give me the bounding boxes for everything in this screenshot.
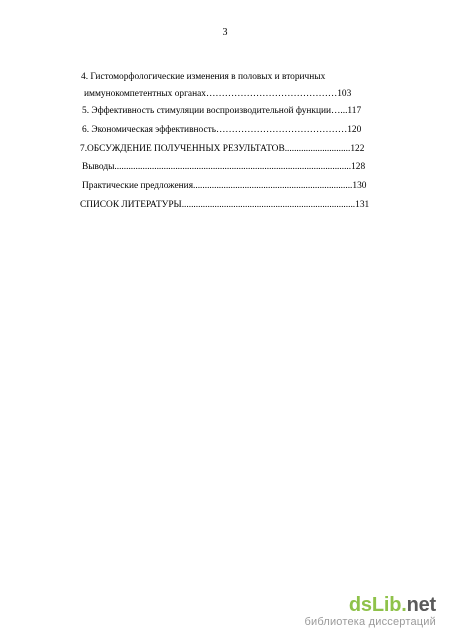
toc-entry-stimulation-efficiency: 5. Эффективность стимуляции воспроизводительной функции…...117 xyxy=(82,106,362,116)
toc-entry-histomorphological-changes: 4. Гистоморфологические изменения в половых и вторичных xyxy=(81,72,326,82)
toc-entry-discussion: 7.ОБСУЖДЕНИЕ ПОЛУЧЕННЫХ РЕЗУЛЬТАТОВ............................122 xyxy=(80,144,365,154)
page-number: 3 xyxy=(222,27,228,38)
dslib-watermark xyxy=(304,594,436,629)
toc-entry-practical-suggestions: Практические предложения....................................................................130 xyxy=(82,181,367,191)
toc-entry-economic-efficiency: 6. Экономическая эффективность……………………………………120 xyxy=(82,125,362,135)
toc-entry-immunocompetent-organs: иммунокомпетентных органах……………………………………103 xyxy=(84,89,352,99)
toc-entry-references: СПИСОК ЛИТЕРАТУРЫ..........................................................................131 xyxy=(80,200,370,210)
dslib-logo: dsLib.net xyxy=(348,594,436,616)
toc-entry-conclusions: Выводы.....................................................................................................128 xyxy=(82,162,366,172)
dslib-subtitle: библиотека диссертаций xyxy=(304,616,436,628)
